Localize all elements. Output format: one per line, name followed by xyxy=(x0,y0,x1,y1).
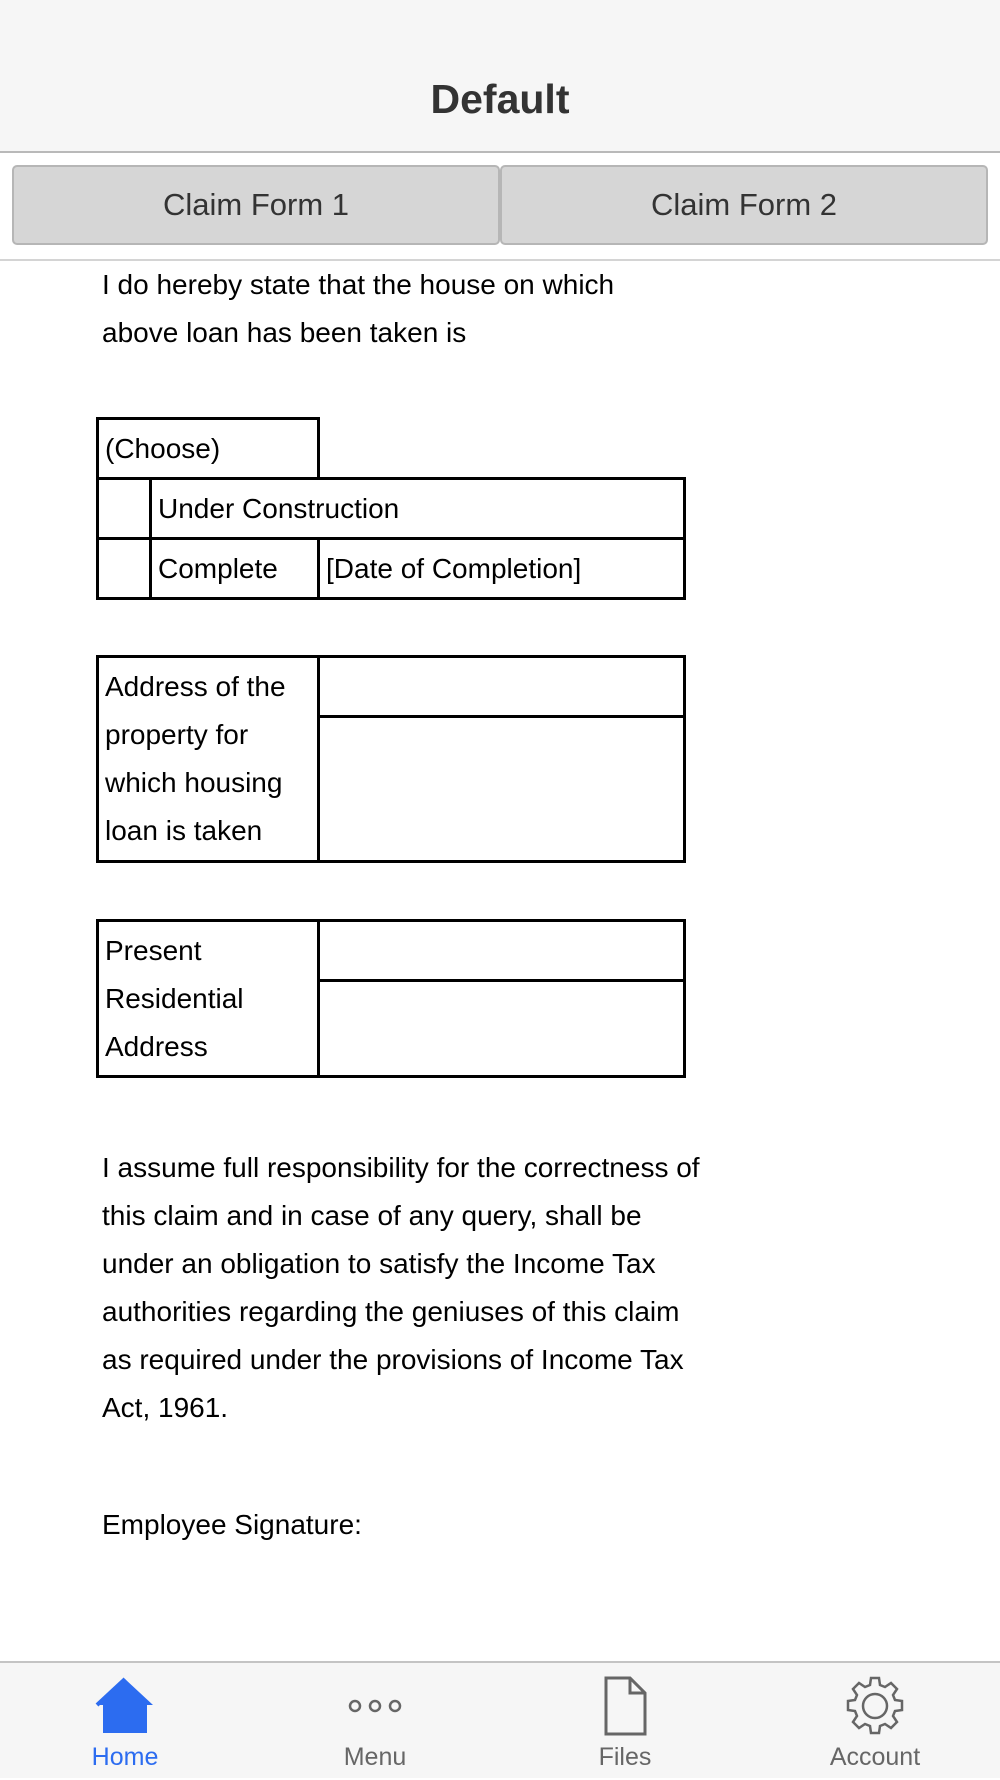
house-status-table xyxy=(96,417,686,600)
more-icon xyxy=(250,1675,500,1737)
home-icon xyxy=(0,1675,250,1737)
page-title: Default xyxy=(430,76,570,122)
nav-header xyxy=(0,0,1000,153)
tab-files[interactable] xyxy=(500,1663,750,1780)
under-construction-label: Under Construction xyxy=(151,479,685,539)
declaration-text: I assume full responsibility for the correctness of this claim and in case of any query, shall be under an obligation to satisfy the Income Tax authorities regarding the geniuses of this claim as required under the provisions of Income Tax Act, 1961. xyxy=(102,1152,700,1423)
claim-form-segmented-control xyxy=(0,153,1000,261)
residential-address-line-1[interactable] xyxy=(319,921,685,981)
residential-address-label: Present Residential Address xyxy=(98,921,319,1077)
claim-form-2-button[interactable]: Claim Form 2 xyxy=(500,165,988,245)
file-icon xyxy=(500,1675,750,1737)
gear-icon xyxy=(750,1675,1000,1737)
choose-dropdown[interactable]: (Choose) xyxy=(98,419,319,479)
form-content xyxy=(0,261,1000,1661)
under-construction-checkbox[interactable] xyxy=(98,479,151,539)
tab-files-label: Files xyxy=(598,1743,652,1771)
intro-text: I do hereby state that the house on which above loan has been taken is xyxy=(102,269,615,348)
claim-form-1-button[interactable]: Claim Form 1 xyxy=(12,165,500,245)
tab-menu-label: Menu xyxy=(343,1743,407,1771)
tab-account-label: Account xyxy=(829,1743,921,1771)
property-address-line-2[interactable] xyxy=(319,717,685,862)
signature-label: Employee Signature: xyxy=(102,1509,362,1540)
bottom-tab-bar xyxy=(0,1661,1000,1778)
tab-account[interactable] xyxy=(750,1663,1000,1780)
residential-address-line-2[interactable] xyxy=(319,981,685,1077)
tab-menu[interactable] xyxy=(250,1663,500,1780)
property-address-line-1[interactable] xyxy=(319,657,685,717)
complete-label: Complete xyxy=(151,539,319,599)
property-address-table xyxy=(96,655,686,863)
complete-checkbox[interactable] xyxy=(98,539,151,599)
completion-date-field[interactable]: [Date of Completion] xyxy=(319,539,685,599)
property-address-label: Address of the property for which housing loan is taken xyxy=(98,657,319,862)
tab-home-label: Home xyxy=(91,1743,159,1771)
tab-home[interactable] xyxy=(0,1663,250,1780)
residential-address-table xyxy=(96,919,686,1078)
